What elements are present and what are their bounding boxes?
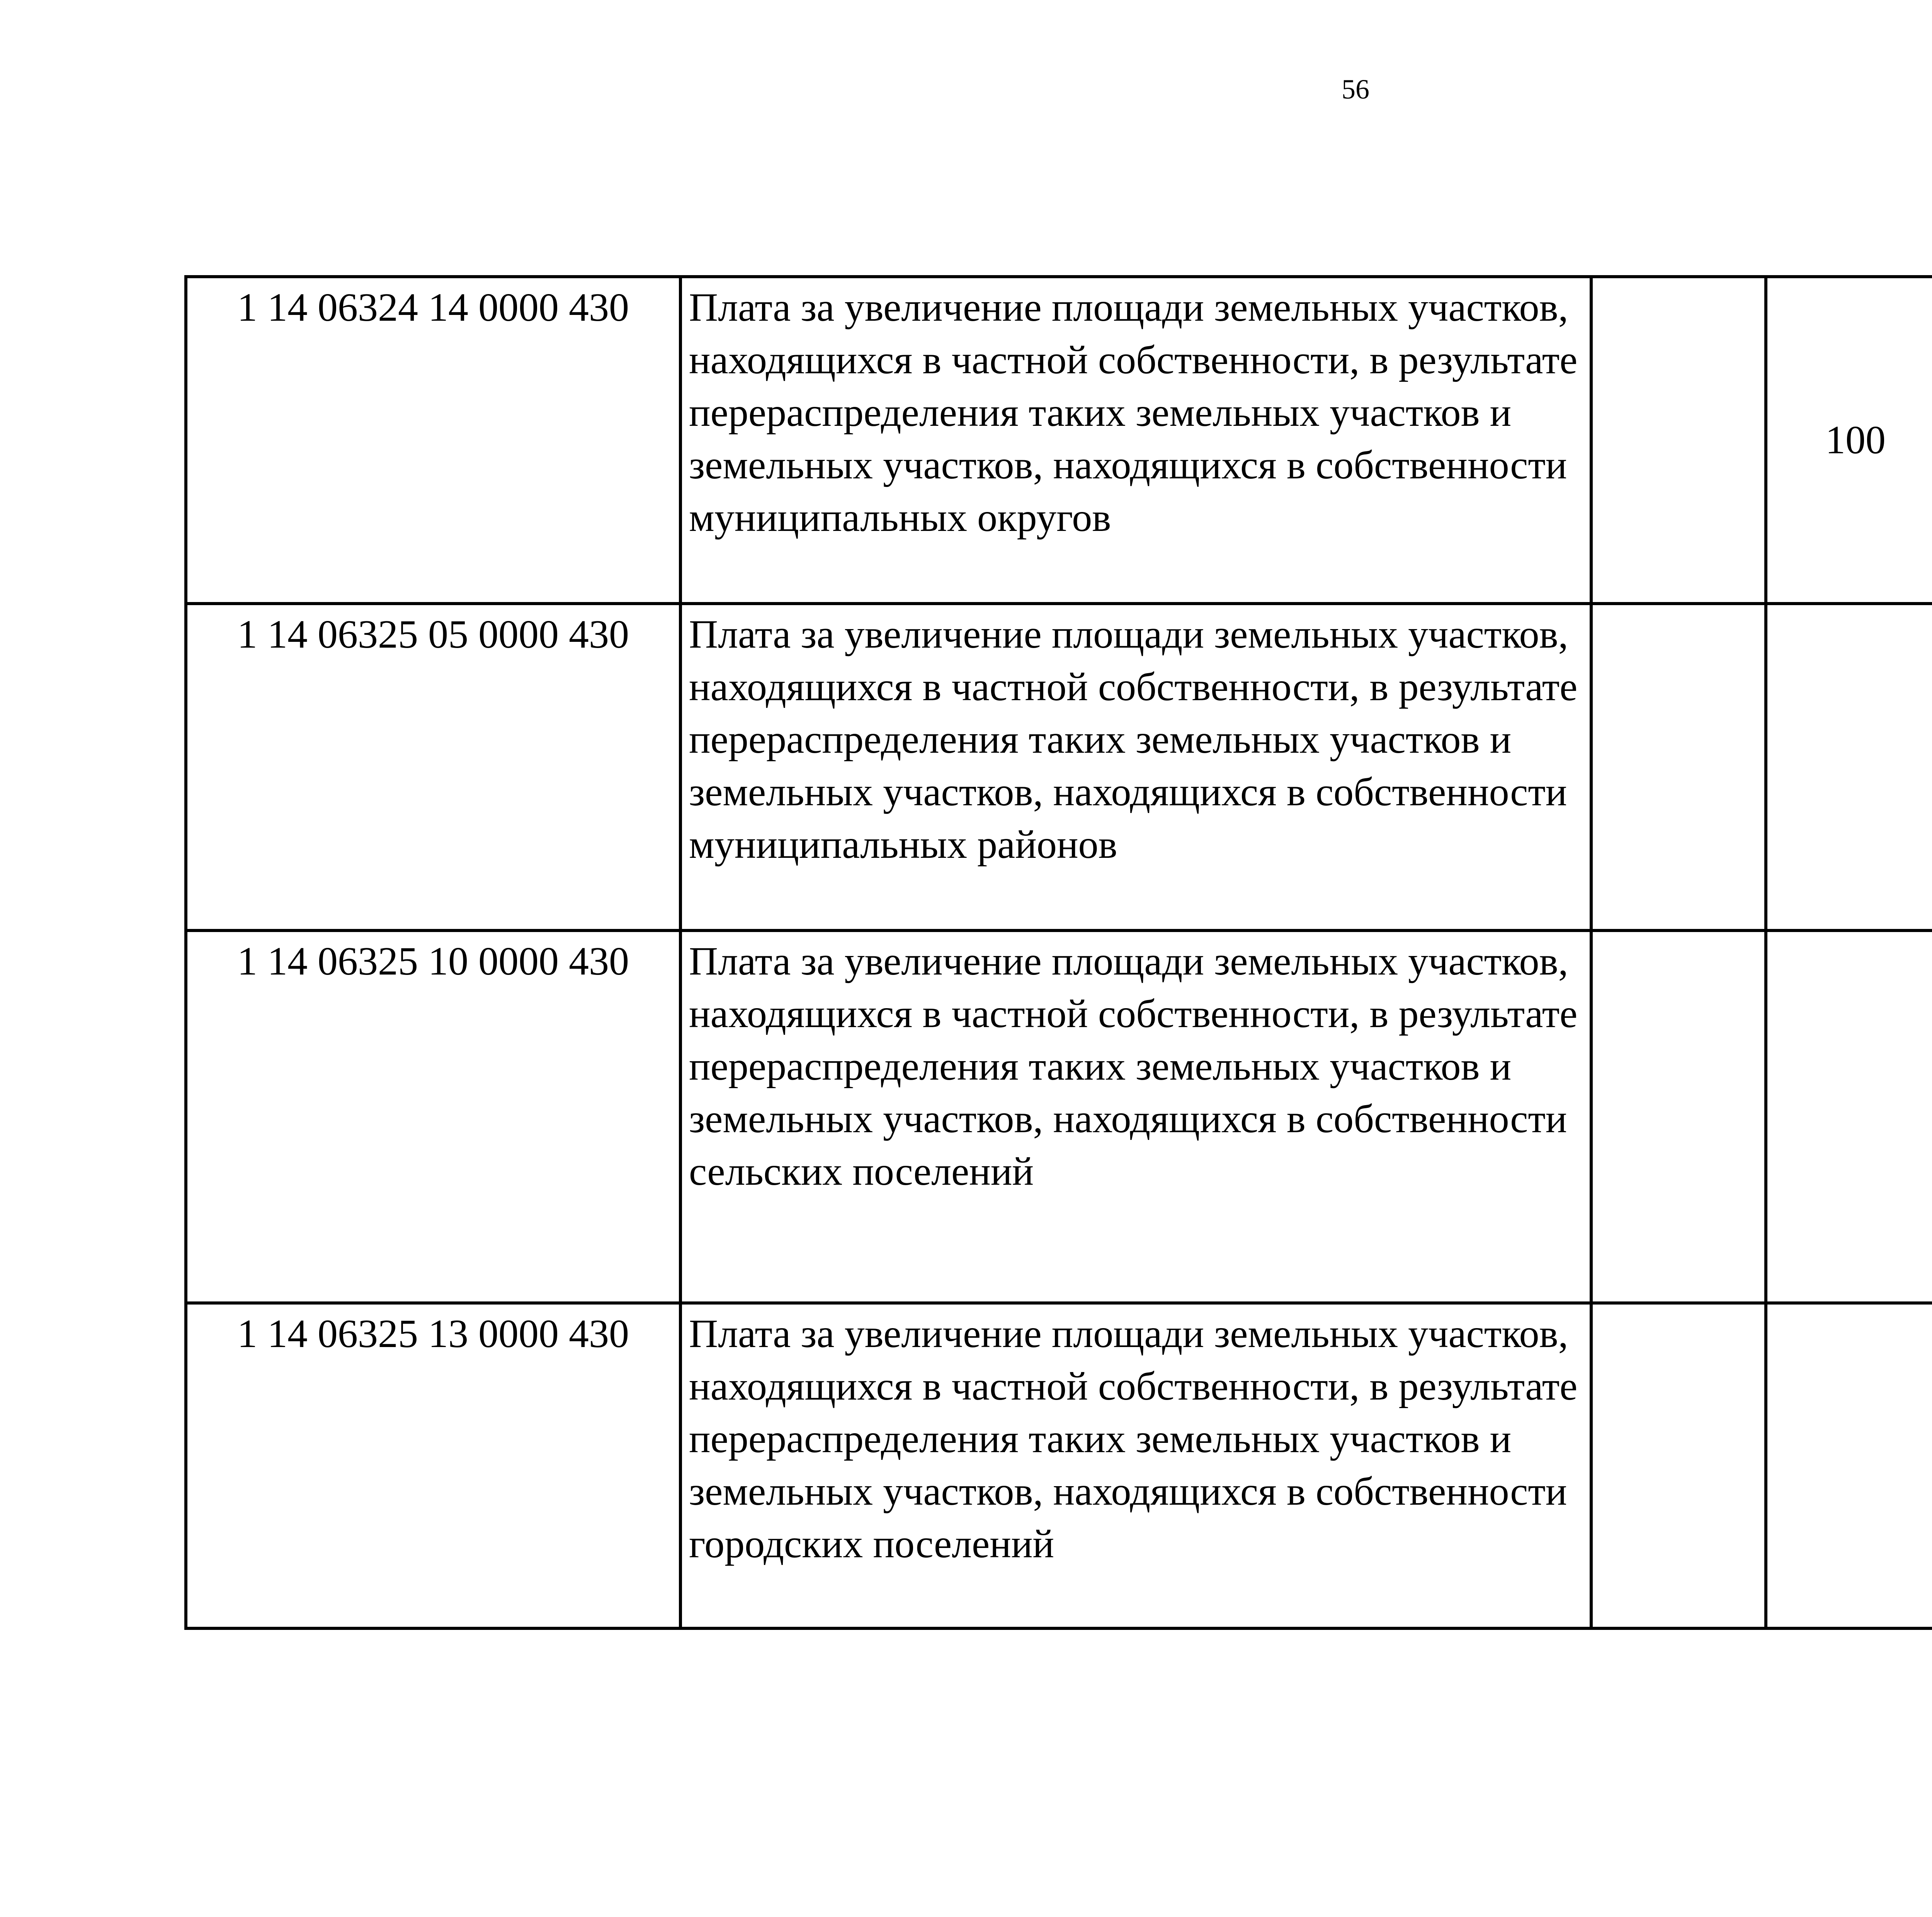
table-row: [186, 930, 1932, 1303]
page-number: 56: [1342, 74, 1369, 105]
value-cell: [1591, 930, 1766, 1303]
value-cell: [1766, 930, 1932, 1303]
value-cell: [1591, 604, 1766, 930]
table-row: [186, 604, 1932, 930]
budget-code: 1 14 06325 13 0000 430: [186, 1303, 680, 1628]
value-cell: [1766, 604, 1932, 930]
value-cell: 100: [1766, 277, 1932, 604]
budget-code: 1 14 06325 05 0000 430: [186, 604, 680, 930]
revenue-description: Плата за увеличение площади земельных участков, находящихся в частной собственности, в результате перераспределения таких земельных участков и земельных участков, находящихся в собственности городских поселений: [680, 1303, 1591, 1628]
revenue-description: Плата за увеличение площади земельных участков, находящихся в частной собственности, в результате перераспределения таких земельных участков и земельных участков, находящихся в собственности сельских поселений: [680, 930, 1591, 1303]
value-cell: [1766, 1303, 1932, 1628]
budget-code: 1 14 06325 10 0000 430: [186, 930, 680, 1303]
revenue-description: Плата за увеличение площади земельных участков, находящихся в частной собственности, в результате перераспределения таких земельных участков и земельных участков, находящихся в собственности муниципальных округов: [680, 277, 1591, 604]
value-cell: [1591, 1303, 1766, 1628]
revenue-table: [184, 275, 1932, 1630]
revenue-description: Плата за увеличение площади земельных участков, находящихся в частной собственности, в результате перераспределения таких земельных участков и земельных участков, находящихся в собственности муниципальных районов: [680, 604, 1591, 930]
budget-code: 1 14 06324 14 0000 430: [186, 277, 680, 604]
table-row: [186, 1303, 1932, 1628]
table-row: [186, 277, 1932, 604]
value-cell: [1591, 277, 1766, 604]
